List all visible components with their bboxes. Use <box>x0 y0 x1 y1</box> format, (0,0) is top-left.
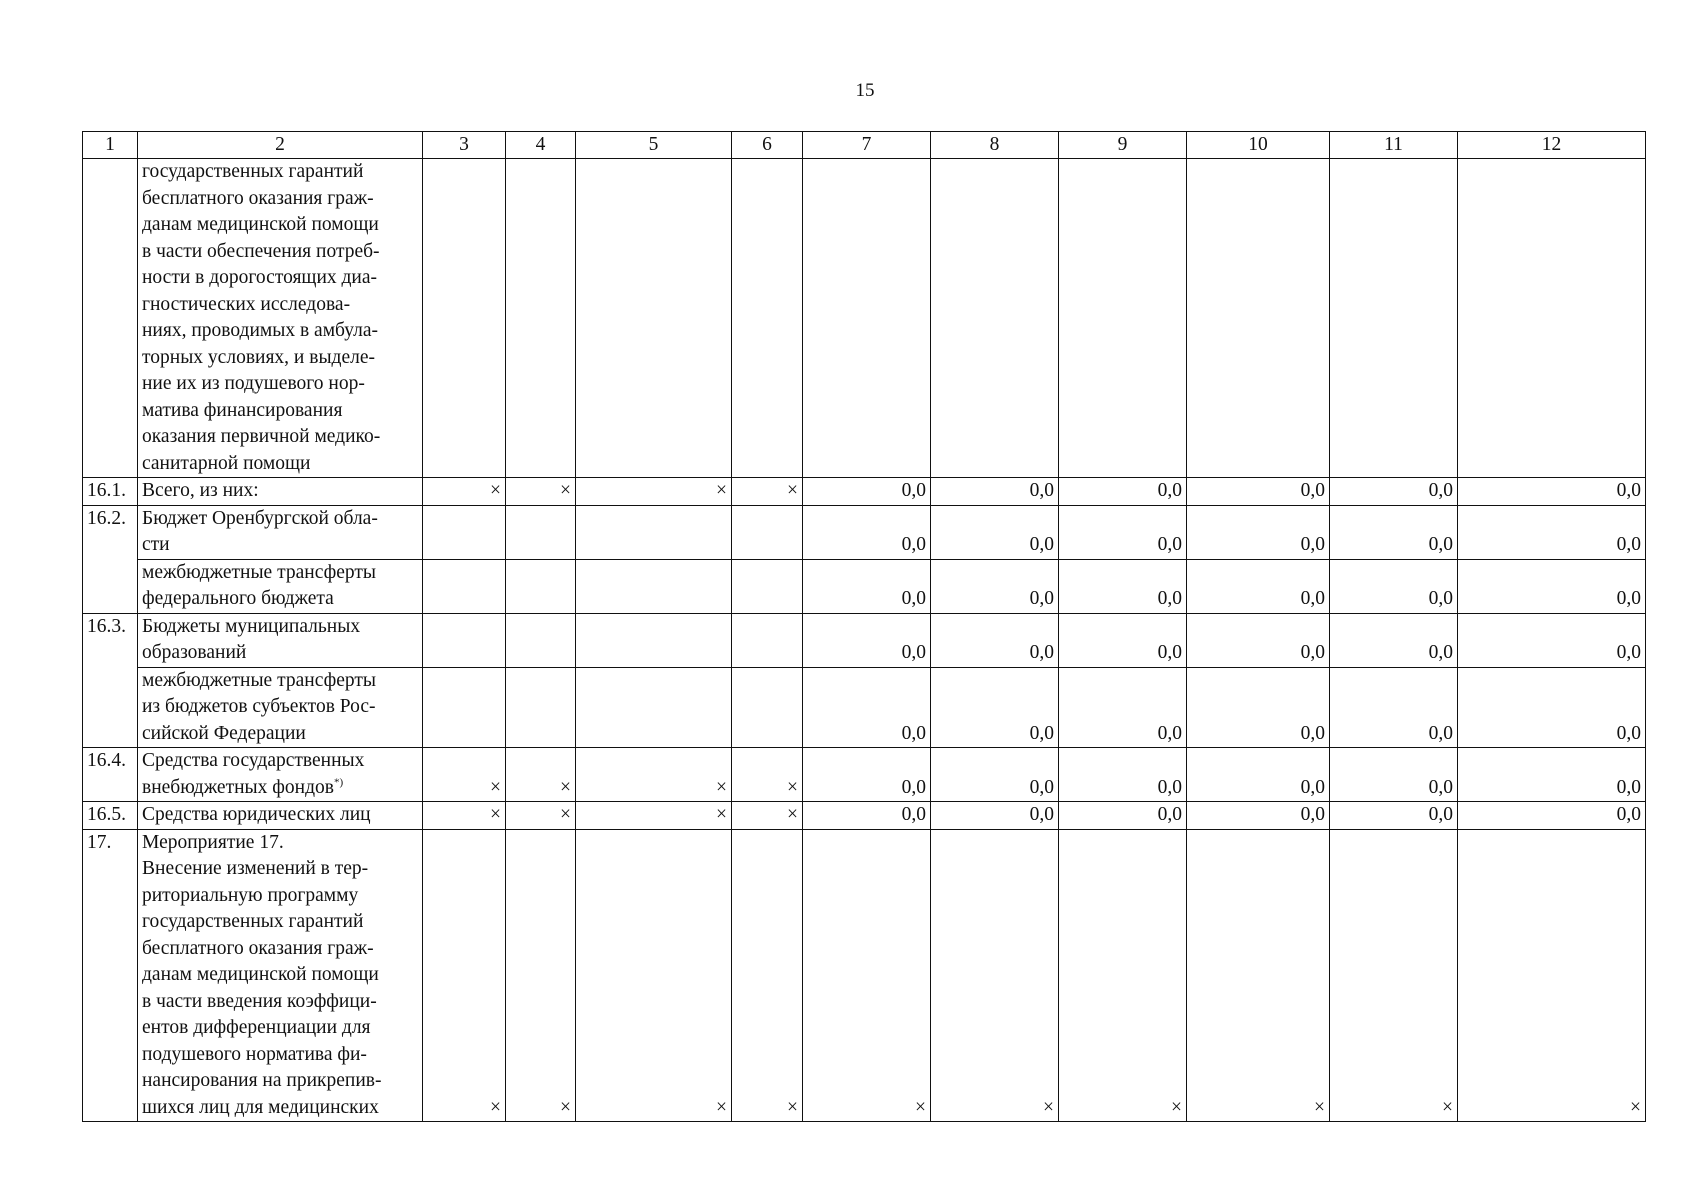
value-cell: 0,0 <box>1330 613 1458 667</box>
table-cell <box>732 159 803 478</box>
cross-mark: × <box>732 478 803 506</box>
table-cell <box>732 667 803 748</box>
row-number: 16.1. <box>83 478 138 506</box>
value-cell: 0,0 <box>803 559 931 613</box>
cross-mark: × <box>506 802 576 830</box>
header-cell: 8 <box>931 132 1059 159</box>
value-cell: 0,0 <box>1458 613 1646 667</box>
value-cell: 0,0 <box>1187 559 1330 613</box>
row-number: 16.5. <box>83 802 138 830</box>
description-text: Бюджеты муниципальных образований <box>142 615 361 663</box>
table-cell <box>506 159 576 478</box>
cross-mark: × <box>732 748 803 802</box>
value-cell: 0,0 <box>1187 802 1330 830</box>
header-cell: 7 <box>803 132 931 159</box>
cross-mark: × <box>1458 829 1646 1122</box>
table-row <box>83 478 1646 506</box>
cross-mark: × <box>732 802 803 830</box>
table-row <box>83 505 1646 559</box>
value-cell: 0,0 <box>1187 748 1330 802</box>
header-cell: 1 <box>83 132 138 159</box>
table-cell <box>506 667 576 748</box>
value-cell: 0,0 <box>1330 505 1458 559</box>
value-cell: 0,0 <box>1458 802 1646 830</box>
cross-mark: × <box>423 748 506 802</box>
row-number <box>83 159 138 478</box>
header-cell: 3 <box>423 132 506 159</box>
row-description <box>138 667 423 748</box>
table-cell <box>1187 159 1330 478</box>
value-cell: 0,0 <box>1059 802 1187 830</box>
table-cell <box>576 613 732 667</box>
row-number: 16.2. <box>83 505 138 613</box>
cross-mark: × <box>506 748 576 802</box>
description-text: Средства государственных внебюджетных фондов <box>142 750 365 798</box>
value-cell: 0,0 <box>803 478 931 506</box>
cross-mark: × <box>423 829 506 1122</box>
row-number: 17. <box>83 829 138 1122</box>
table-row <box>83 667 1646 748</box>
cross-mark: × <box>1187 829 1330 1122</box>
header-row <box>83 132 1646 159</box>
cross-mark: × <box>576 478 732 506</box>
value-cell: 0,0 <box>803 748 931 802</box>
value-cell: 0,0 <box>1458 748 1646 802</box>
row-number: 16.3. <box>83 613 138 748</box>
value-cell: 0,0 <box>1059 505 1187 559</box>
value-cell: 0,0 <box>1458 505 1646 559</box>
description-text: межбюджетные трансферты федерального бюджета <box>142 561 376 609</box>
row-description <box>138 613 423 667</box>
header-cell: 5 <box>576 132 732 159</box>
row-description <box>138 159 423 478</box>
value-cell: 0,0 <box>1330 802 1458 830</box>
value-cell: 0,0 <box>931 505 1059 559</box>
value-cell: 0,0 <box>931 802 1059 830</box>
table-cell <box>732 613 803 667</box>
value-cell: 0,0 <box>931 559 1059 613</box>
table-cell <box>803 159 931 478</box>
value-cell: 0,0 <box>1187 667 1330 748</box>
value-cell: 0,0 <box>1458 667 1646 748</box>
value-cell: 0,0 <box>1458 478 1646 506</box>
row-description <box>138 478 423 506</box>
table-cell <box>423 559 506 613</box>
row-description <box>138 505 423 559</box>
table-row <box>83 802 1646 830</box>
cross-mark: × <box>803 829 931 1122</box>
header-cell: 2 <box>138 132 423 159</box>
value-cell: 0,0 <box>931 748 1059 802</box>
cross-mark: × <box>506 829 576 1122</box>
description-text: Всего, из них: <box>142 480 259 501</box>
table-row <box>83 159 1646 478</box>
cross-mark: × <box>931 829 1059 1122</box>
value-cell: 0,0 <box>1059 667 1187 748</box>
page-number: 15 <box>855 80 875 101</box>
table-cell <box>576 559 732 613</box>
value-cell: 0,0 <box>1330 478 1458 506</box>
cross-mark: × <box>576 829 732 1122</box>
table-cell <box>423 159 506 478</box>
description-text: государственных гарантий бесплатного оказания граж- данам медицинской помощи в части обеспечения потреб- ности в дорогостоящих диа- гностических исследова- ниях, проводимых в амбула- торных условиях, и выделе- ние их из подушевого нор- матива финансирования оказания первичной медико- санитарной помощи <box>142 161 381 474</box>
cross-mark: × <box>576 802 732 830</box>
table-cell <box>576 159 732 478</box>
description-text: межбюджетные трансферты из бюджетов субъектов Рос- сийской Федерации <box>142 669 376 744</box>
table-row <box>83 829 1646 1122</box>
value-cell: 0,0 <box>931 667 1059 748</box>
table-cell <box>423 667 506 748</box>
value-cell: 0,0 <box>1059 748 1187 802</box>
table-cell <box>732 559 803 613</box>
table-cell <box>1458 159 1646 478</box>
cross-mark: × <box>732 829 803 1122</box>
table-cell <box>732 505 803 559</box>
description-text: Мероприятие 17. Внесение изменений в тер- риториальную программу государственных гарантий бесплатного оказания граж- данам медицинской помощи в части введения коэффици- ентов дифференциации для подушевого норматива фи- нансирования на прикрепив- шихся лиц для медицинских <box>142 831 382 1118</box>
value-cell: 0,0 <box>803 505 931 559</box>
table-cell <box>506 559 576 613</box>
value-cell: 0,0 <box>803 667 931 748</box>
description-text: Бюджет Оренбургской обла- сти <box>142 507 378 555</box>
value-cell: 0,0 <box>803 613 931 667</box>
cross-mark: × <box>576 748 732 802</box>
cross-mark: × <box>423 478 506 506</box>
value-cell: 0,0 <box>1458 559 1646 613</box>
value-cell: 0,0 <box>1059 559 1187 613</box>
table-cell <box>1059 159 1187 478</box>
row-number: 16.4. <box>83 748 138 802</box>
row-description <box>138 802 423 830</box>
table-cell <box>576 667 732 748</box>
table-row <box>83 613 1646 667</box>
value-cell: 0,0 <box>931 613 1059 667</box>
value-cell: 0,0 <box>1330 559 1458 613</box>
cross-mark: × <box>506 478 576 506</box>
value-cell: 0,0 <box>1330 667 1458 748</box>
value-cell: 0,0 <box>1059 478 1187 506</box>
table-cell <box>423 613 506 667</box>
table-cell <box>506 505 576 559</box>
row-description <box>138 748 423 802</box>
budget-table <box>82 131 1646 1122</box>
header-cell: 4 <box>506 132 576 159</box>
header-cell: 10 <box>1187 132 1330 159</box>
value-cell: 0,0 <box>1330 748 1458 802</box>
header-cell: 12 <box>1458 132 1646 159</box>
table-row <box>83 748 1646 802</box>
value-cell: 0,0 <box>1187 505 1330 559</box>
table-cell <box>423 505 506 559</box>
table-row <box>83 559 1646 613</box>
value-cell: 0,0 <box>1059 613 1187 667</box>
value-cell: 0,0 <box>1187 613 1330 667</box>
header-cell: 6 <box>732 132 803 159</box>
header-cell: 11 <box>1330 132 1458 159</box>
value-cell: 0,0 <box>931 478 1059 506</box>
table-cell <box>506 613 576 667</box>
cross-mark: × <box>423 802 506 830</box>
footnote-mark: *) <box>333 776 344 788</box>
table-cell <box>931 159 1059 478</box>
table-cell <box>576 505 732 559</box>
cross-mark: × <box>1059 829 1187 1122</box>
value-cell: 0,0 <box>1187 478 1330 506</box>
row-description <box>138 829 423 1122</box>
row-description <box>138 559 423 613</box>
cross-mark: × <box>1330 829 1458 1122</box>
table-cell <box>1330 159 1458 478</box>
header-cell: 9 <box>1059 132 1187 159</box>
value-cell: 0,0 <box>803 802 931 830</box>
description-text: Средства юридических лиц <box>142 804 371 825</box>
